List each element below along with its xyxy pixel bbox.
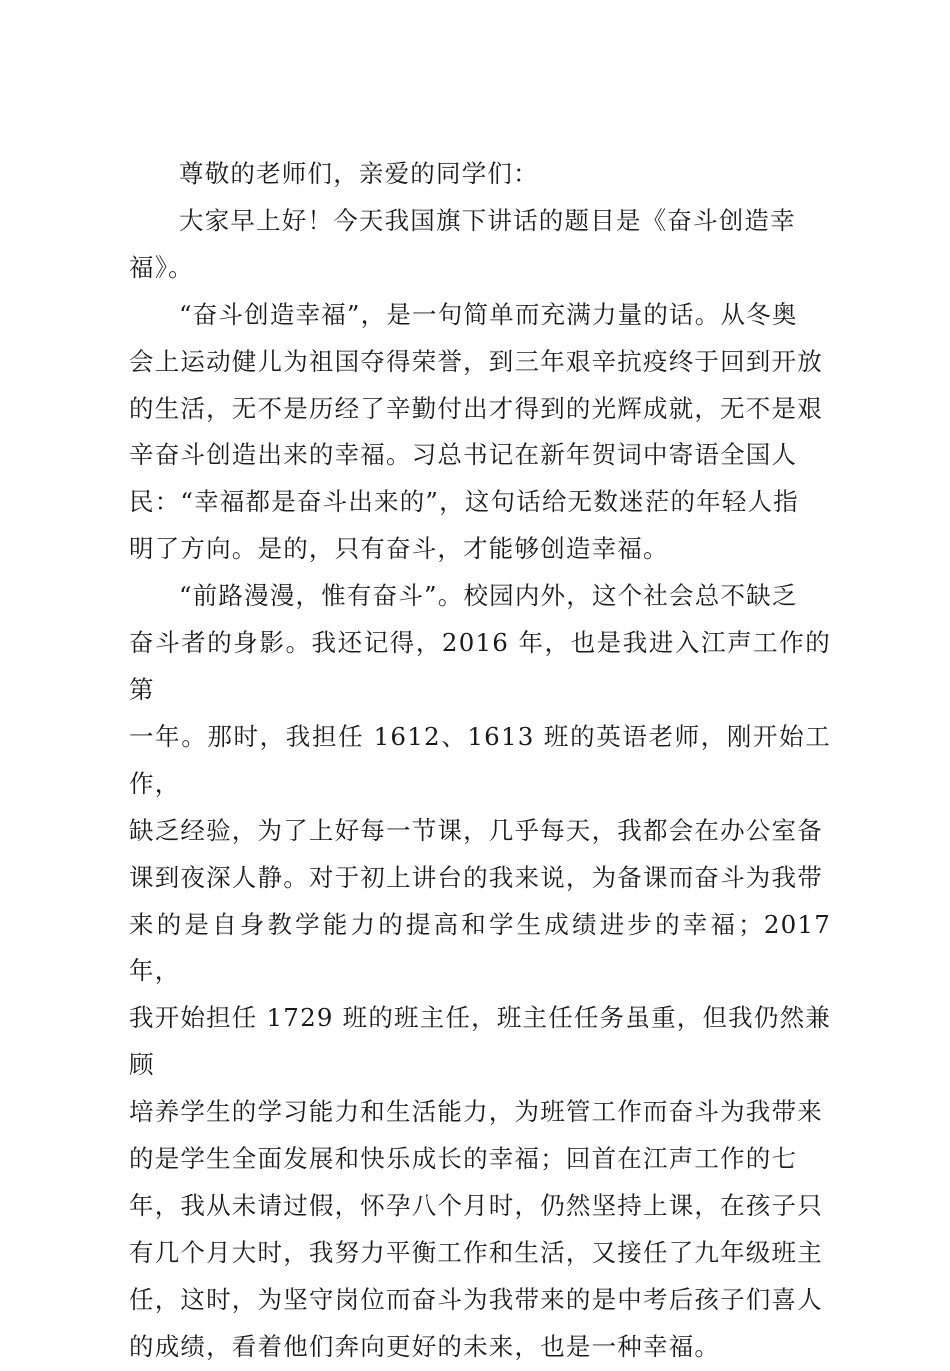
opening-paragraph: 大家早上好！今天我国旗下讲话的题目是《奋斗创造幸 福》。 [129,205,796,282]
body-paragraph-1: “奋斗创造幸福”，是一句简单而充满力量的话。从冬奥 会上运动健儿为祖国夺得荣誉，到三年艰辛抗疫终于回到开放 的生活，无不是历经了辛勤付出才得到的光辉成就，无不是艰 辛奋斗创造出来的幸福。习总书记在新年贺词中寄语全国人 民：“幸福都是奋斗出来的”，这句话给无数迷茫的年轻人指 明了方向。是的，只有奋斗，才能够创造幸福。 [129,299,823,564]
body-paragraph-2: “前路漫漫，惟有奋斗”。校园内外，这个社会总不缺乏 奋斗者的身影。我还记得，2016 年，也是我进入江声工作的第 一年。那时，我担任 1612、1613 班的英语老师，刚开始工作， 缺乏经验，为了上好每一节课，几乎每天，我都会在办公室备 课到夜深人静。对于初上讲台的我来说，为备课而奋斗为我带 来的是自身教学能力的提高和学生成绩进步的幸福；2017 年， 我开始担任 1729 班的班主任，班主任任务虽重，但我仍然兼顾 培养学生的学习能力和生活能力，为班管工作而奋斗为我带来 的是学生全面发展和快乐成长的幸福；回首在江声工作的七 年，我从未请过假，怀孕八个月时，仍然坚持上课，在孩子只 有几个月大时，我努力平衡工作和生活，又接任了九年级班主 任，这时，为坚守岗位而奋斗为我带来的是中考后孩子们喜人 的成绩，看着他们奔向更好的未来，也是一种幸福。 [129,581,831,1361]
speech-body [129,151,831,1371]
salutation-paragraph: 尊敬的老师们，亲爱的同学们： [179,159,539,188]
